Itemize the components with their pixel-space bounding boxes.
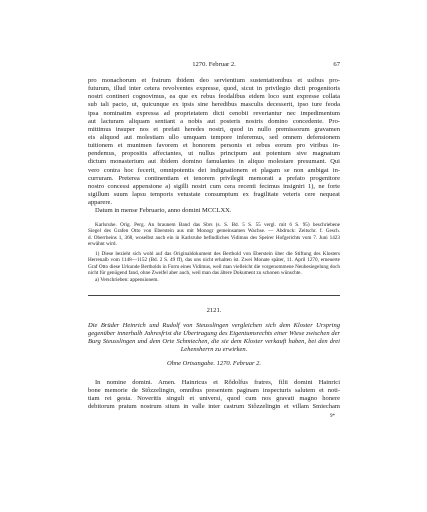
dated-line: Datum in mense Februario, anno domini MCCLXX.: [95, 207, 232, 215]
text-line: curruram. Preterea continentiam et tenorem privilegii memorati a prefato progenitore: [88, 174, 340, 182]
charter-2121-date: [88, 360, 340, 368]
charter-2120-text: [88, 77, 340, 215]
text-line: sub tali pacto, ut, quicunque ex ipsis sine heredibus masculis decesserit, ipso iure feoda: [88, 101, 340, 109]
summary-line: Burg Steusslingen und dem Orte Schmiechen, die sie dem Kloster verkauft haben, bei den drei: [88, 338, 340, 346]
text-line: tuitionem et munimen favorem et honorem personis et rebus eorum pro viribus in-: [88, 142, 340, 150]
text-line: eis aliquod aut molestiam ullo umquam tempore inferemus, sed omnem defensionem: [88, 133, 340, 141]
text-line: dictum monasterium aut ibidem domino famulantes in aliquo molestare presumant. Qui: [88, 158, 340, 166]
text-line: nostro concessi appensione a) sigilli nostri cum cera recenti fecimus insigniri 1), ne forte: [88, 182, 340, 190]
page-number: 67: [333, 61, 340, 68]
text-line: ipsa nominatim expressa ad proprietatem dicti cenobii revertantur nec impedimentum: [88, 109, 340, 117]
note-line: d. Oberrheins 1, 368, woselbst auch ein in Karlsruhe befindliches Vidimus des Speirer Hofgerichts vom 7. Juni 1423: [88, 234, 340, 241]
footnote-line: nicht für genügend fand, ohne Zweifel aber auch, weil man das ältere Dokument zu schonen wünschte.: [88, 270, 302, 277]
text-line: aut lacturam aliquam sentiant a nobis aut posteris nostris domino concedente. Pro-: [88, 117, 340, 125]
text-line: bone memorie de Stôzzelingin, omnibus presentem paginam inspecturis salutem et noti-: [88, 387, 340, 395]
summary-line: gegenüber innerhalb Jahresfrist die Übertragung des Eigentumsrechts einer Wiese zwischen der: [88, 330, 340, 338]
footnote-line: 1) Diese bezieht sich wohl auf das Originaldokument des Berthold von Eberstein über die Stiftung des Klosters: [95, 251, 340, 257]
page-header: [88, 60, 340, 70]
note-line: erwähnt wird.: [88, 241, 117, 248]
text-line: futurum, illud inter cetera revolventes expresse, quod, sicut in privilegio dicti progenitoris: [88, 85, 340, 93]
footnote-line: Herrenalb vom 1148—1152 (Bd. 2 S. 49 ff), das uns nicht erhalten ist. Zwei Monate später, 11. April 1270, erneuerte: [88, 257, 340, 264]
charter-2121-text: [88, 379, 340, 412]
note-line: Siegel des Grafen Otto von Eberstein aus mit Monogr gemeinsamen Wachse. — Abdruck: Zeitschr. f. Gesch.: [88, 228, 340, 235]
note-line: Karlsruhe. Orig. Perg. An braunem Band das Sbrs (s. S. Bd. 5 S. 55 vergl. mit 6 S. 95) beschriebene: [95, 222, 340, 228]
footnote-line: Graf Otto diese Urkunde Bertholds in Form eines Vidimus, weil man vielleicht die vorgenommene Neubesiegelung doch: [88, 263, 340, 270]
text-line: tiam rei gesta. Noveritis singuli et universi, quod cum nos gravati magno honere: [88, 395, 340, 403]
source-note: [88, 222, 340, 248]
charter-2121-summary: [88, 322, 340, 355]
summary-line: Die Brüder Heinrich und Rudolf von Steusslingen vergleichen sich dem Kloster Urspring: [88, 322, 340, 329]
text-line: vero contra hoc fecerit, omnipotentis dei indignationem et plagam se non ambigat in-: [88, 166, 340, 174]
charter-number: 2121.: [206, 307, 222, 314]
running-title: 1270. Februar 2.: [192, 61, 236, 68]
date-line: Ohne Ortsangabe. 1270. Februar 2.: [166, 360, 262, 367]
footnote-a: a) Verschrieben: appensionem.: [95, 276, 159, 283]
catchword: 9*: [330, 414, 335, 419]
text-line: debitorum pratum nostrum situm in valle inter castrum Stôzzelingin et villam Smiecham: [88, 403, 340, 411]
text-line: sigillum suum lapsu temporis vetustate consumptum ex fragilitate veteris cere nequeat: [88, 190, 340, 198]
section-divider: [88, 295, 340, 296]
footnotes: [88, 251, 340, 283]
text-line: mittimus insuper nos et prefati heredes nostri, quod in nullo premissorum gravamen: [88, 125, 340, 133]
text-line: apparere.: [88, 199, 112, 207]
text-line: pendemus, propositis affectantes, ut nullus principum aut potentum sive magnatum: [88, 150, 340, 158]
text-line: nostri contineri cognovimus, ea que ex rebus feodalibus eidem loco sunt expresse collata: [88, 93, 340, 101]
text-line: pro monachorum et fratrum ibidem deo servientium sustentationibus et usibus pro-: [88, 77, 340, 84]
text-line: In nomine domini. Amen. Hainricus et Rŏdolfus fratres, filii domini Hainrici: [95, 379, 340, 386]
summary-line: Lehensherrn zu erwirken.: [180, 346, 248, 354]
